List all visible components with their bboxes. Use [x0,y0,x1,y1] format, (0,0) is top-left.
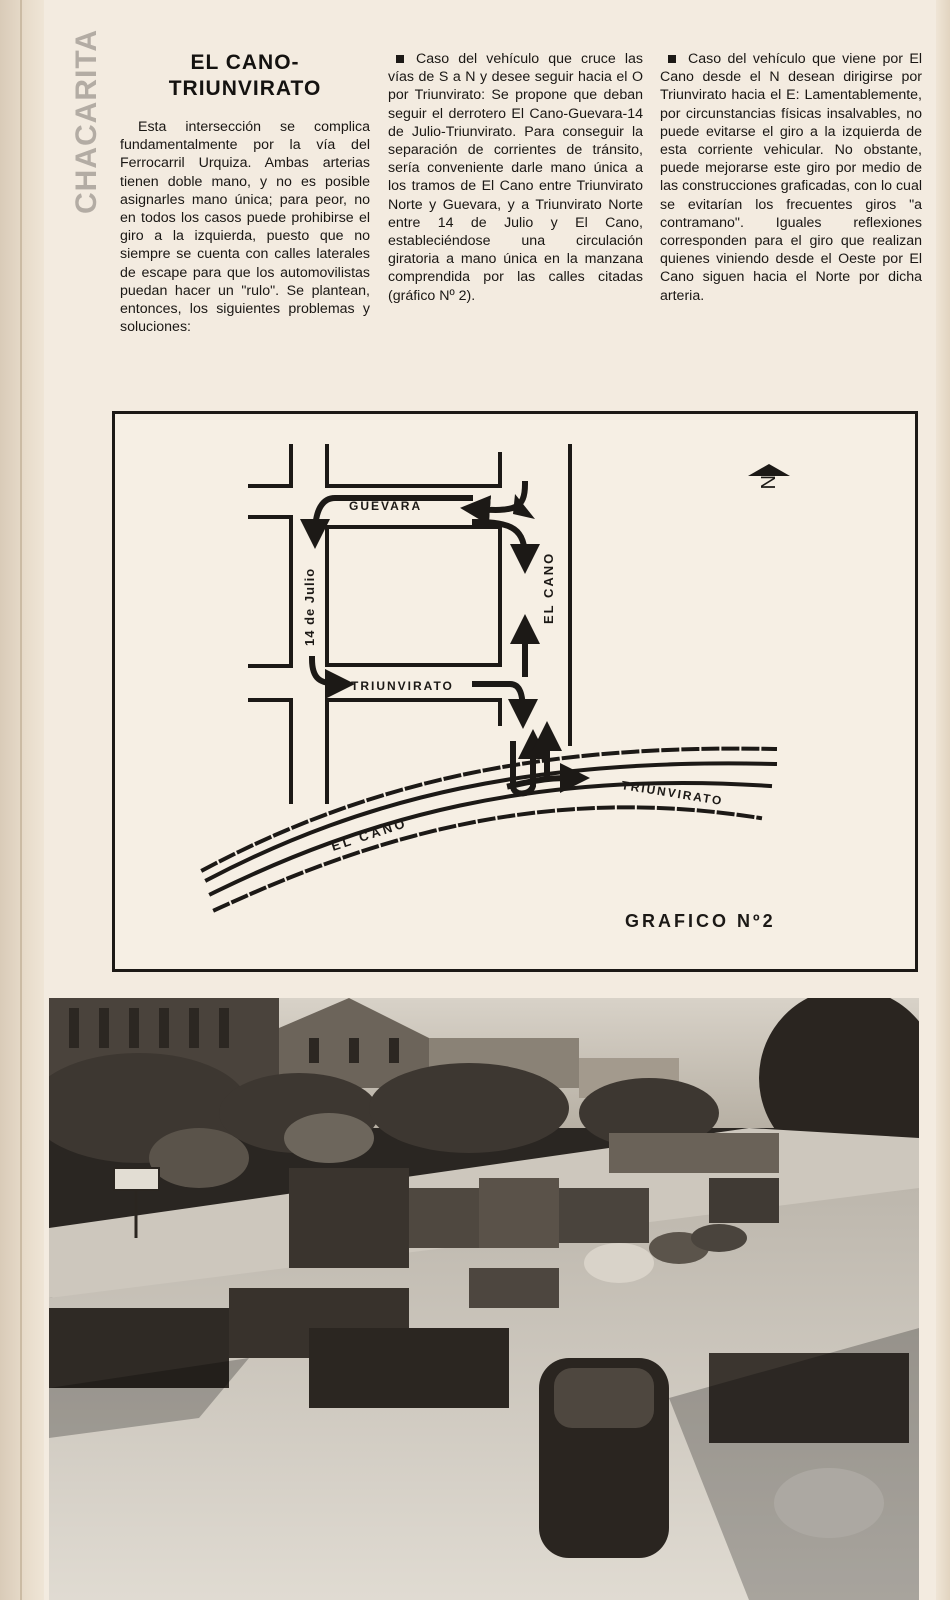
block-corner [327,446,500,486]
label-north: N [756,475,778,490]
flow-arrows [312,484,575,794]
article-column-1 [120,50,370,336]
label-el-cano-vertical: EL CANO [541,551,556,624]
block-edge [250,700,291,802]
railway-track-bottom [215,807,760,910]
block-edge [250,517,291,666]
article-paragraph-1: Esta intersección se complica fundamentalmente por la vía del Ferrocarril Urquiza. Ambas arterias tienen doble mano, y no es posible asignarles mano única; para peor, no en todos los casos puede prohibirse el giro a la izquierda, puesto que no siempre se cuenta con calles laterales de escape para que los automovilistas puedan hacer un "rulo". Se plantean, entonces, los siguientes problemas y soluciones: [120,119,370,336]
block-corner [250,446,291,486]
article-title: EL CANO-TRIUNVIRATO [168,51,322,100]
traffic-diagram [112,411,918,972]
label-triunvirato-upper: TRIUNVIRATO [351,679,454,693]
photo-street-sign [114,1168,159,1190]
photo-rendering [49,998,919,1600]
page-binding-edge [0,0,44,1600]
article-paragraph-3 [660,50,922,305]
article-column-3 [660,50,922,305]
el-cano-curve [203,749,775,910]
article-paragraph-2 [388,50,643,305]
square-bullet-icon [668,55,676,63]
diagram-svg [115,414,915,969]
label-guevara: GUEVARA [349,499,423,513]
label-triunvirato-curve: TRIUNVIRATO [620,778,725,809]
square-bullet-icon [396,55,404,63]
paragraph-2-text: Caso del vehículo que cruce las vías de S a N y desee seguir hacia el O por Triunvirato: Se propone que deban seguir el derrotero El Cano-Guevara-14 de Julio-Triunvirato. Para conseguir la separación de corrientes de tránsito, sería conveniente darle mano única a los tramos de El Cano entre Triunvirato Norte y Guevara, y a Triunvirato Norte entre 14 de Julio y El Cano, estableciéndose una circulación giratoria a mano única en la manzana comprendida por las calles citadas (gráfico Nº 2). [388,51,643,304]
article-column-2 [388,50,643,305]
label-14-de-julio: 14 de Julio [302,567,317,646]
section-label: CHACARITA [70,28,103,214]
street-photograph [49,998,919,1600]
central-block [327,527,500,665]
label-el-cano-curve: EL CANO [329,815,410,854]
diagram-caption: GRAFICO Nº2 [625,911,776,931]
paragraph-3-text: Caso del vehículo que viene por El Cano desde el N desean dirigirse por Triunvirato hacia el E: Lamentablemente, por circunstancias físicas insalvables, no puede evitarse el giro a la izquierda de esta corriente vehicular. No obstante, puede mejorarse este giro por medio de las construcciones graficadas, con lo cual se evitarían los frecuentes giros "a contramano". Iguales reflexiones corresponden para el giro que realizan quienes viniendo desde el Oeste por El Cano siguen hacia el Norte por dicha arteria. [660,51,922,304]
page-right-edge [936,0,950,1600]
